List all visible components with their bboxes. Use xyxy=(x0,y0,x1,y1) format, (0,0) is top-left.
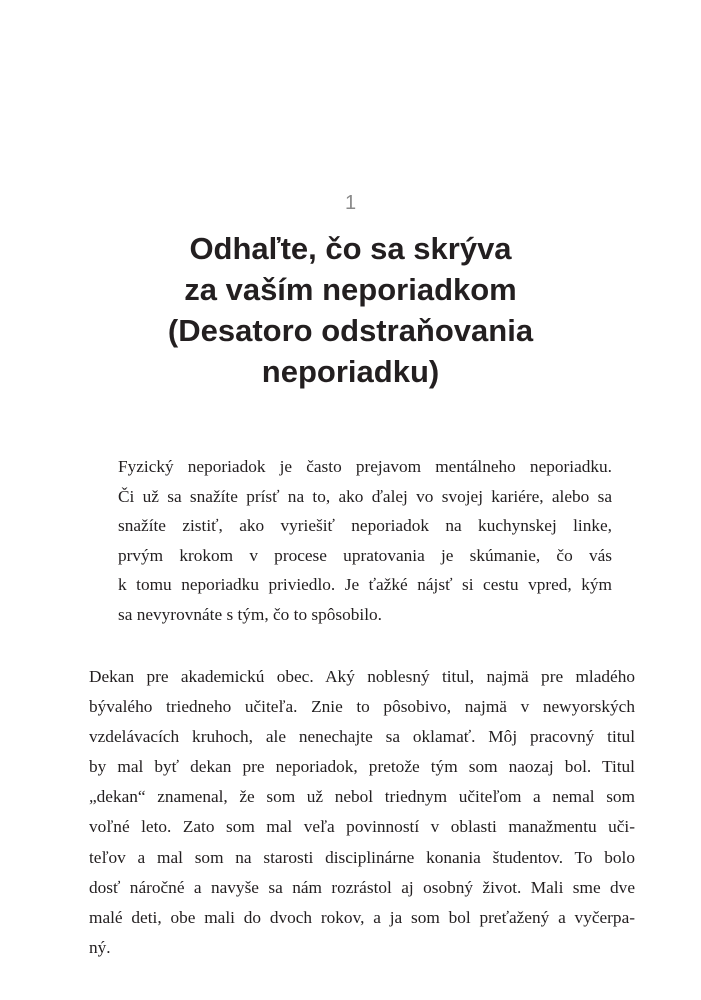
body-line: bývalého triedneho učiteľa. Znie to pôsobivo, najmä v newyorských xyxy=(89,697,635,717)
intro-line: k tomu neporiadku priviedlo. Je ťažké nájsť si cestu vpred, kým xyxy=(118,575,612,595)
intro-line: Fyzický neporiadok je často prejavom mentálneho neporiadku. xyxy=(118,457,612,476)
body-paragraph xyxy=(89,662,635,963)
body-line: voľné leto. Zato som mal veľa povinností v oblasti manažmentu uči- xyxy=(89,817,635,837)
chapter-number: 1 xyxy=(344,192,357,214)
body-line: dosť náročné a navyše sa nám rozrástol aj osobný život. Mali sme dve xyxy=(89,877,635,897)
body-line: malé deti, obe mali do dvoch rokov, a ja som bol preťažený a vyčerpa- xyxy=(89,907,635,927)
intro-paragraph xyxy=(118,452,612,630)
body-line: teľov a mal som na starosti disciplinárne konania študentov. To bolo xyxy=(89,847,635,867)
body-line: vzdelávacích kruhoch, ale nenechajte sa oklamať. Môj pracovný titul xyxy=(89,727,635,747)
intro-line: sa nevyrovnáte s tým, čo to spôsobilo. xyxy=(118,604,382,624)
body-line: ný. xyxy=(89,937,111,957)
body-line: by mal byť dekan pre neporiadok, pretože tým som naozaj bol. Titul xyxy=(89,757,635,777)
body-line: „dekan“ znamenal, že som už nebol triednym učiteľom a nemal som xyxy=(89,787,635,807)
chapter-title-line: neporiadku) xyxy=(261,354,440,389)
intro-line: prvým krokom v procese upratovania je skúmanie, čo vás xyxy=(118,545,612,565)
intro-line: snažíte zistiť, ako vyriešiť neporiadok na kuchynskej linke, xyxy=(118,516,612,536)
chapter-title-line: Odhaľte, čo sa skrýva xyxy=(189,231,512,266)
chapter-title-line: za vaším neporiadkom xyxy=(184,272,517,307)
body-line: Dekan pre akademickú obec. Aký noblesný titul, najmä pre mladého xyxy=(89,667,635,686)
chapter-title-line: (Desatoro odstraňovania xyxy=(167,313,534,348)
chapter-title xyxy=(0,228,701,392)
intro-line: Či už sa snažíte prísť na to, ako ďalej vo svojej kariére, alebo sa xyxy=(118,486,612,506)
